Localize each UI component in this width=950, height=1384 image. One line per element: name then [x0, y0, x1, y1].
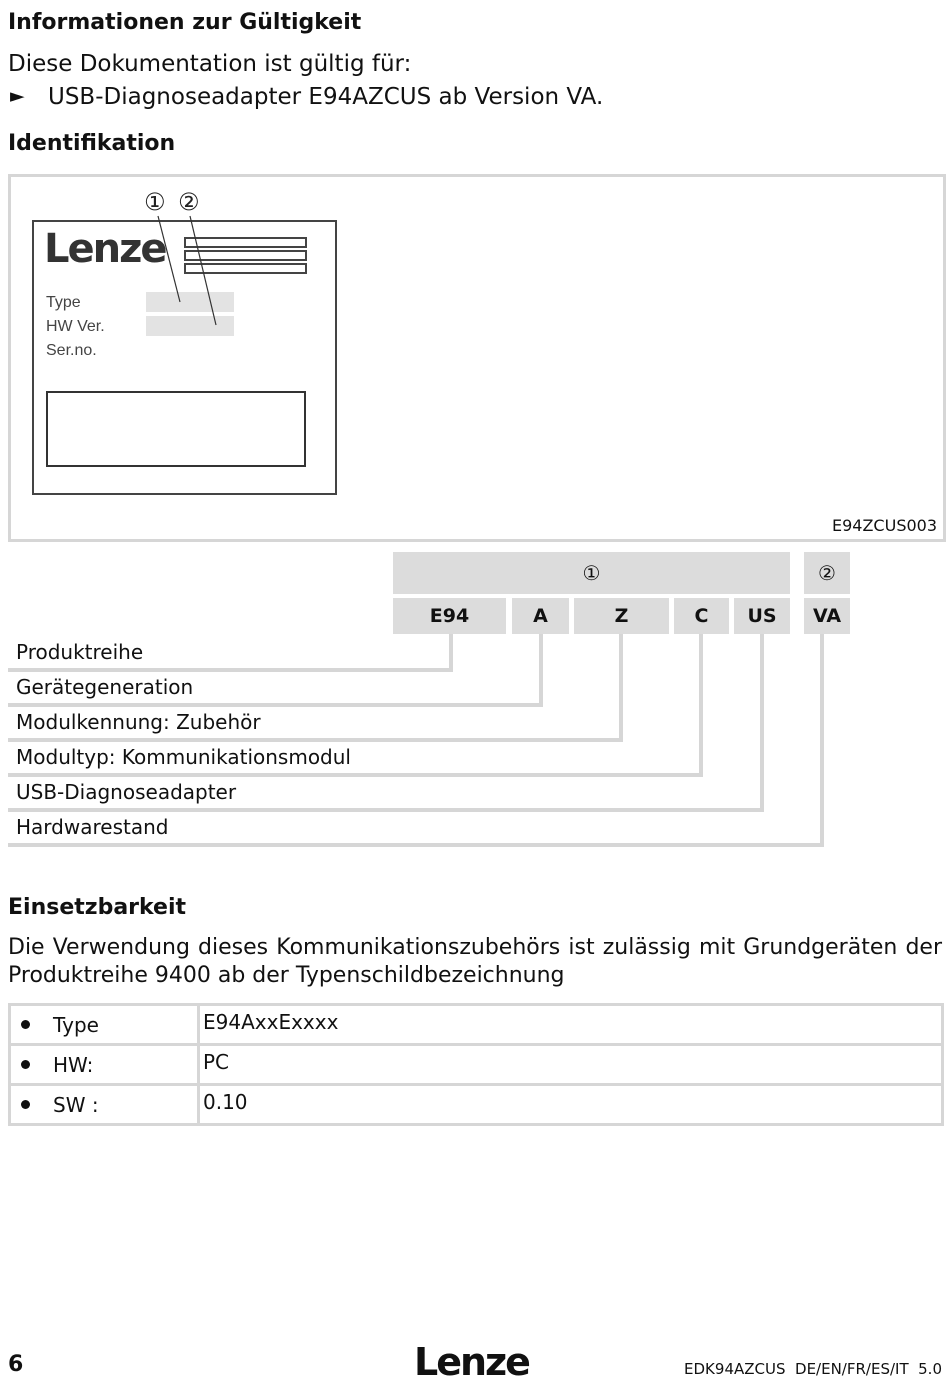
connector-line	[8, 843, 824, 847]
table-row-value: E94AxxExxxx	[203, 1010, 339, 1034]
bullet-icon	[21, 1100, 30, 1109]
connector-line	[699, 634, 703, 777]
table-row	[8, 1083, 944, 1126]
table-cell	[8, 1006, 200, 1043]
bullet-icon	[21, 1020, 30, 1029]
validity-item: USB-Diagnoseadapter E94AZCUS ab Version VA.	[48, 84, 604, 110]
code-group-1: ①	[393, 552, 790, 594]
connector-line	[8, 703, 543, 707]
table-cell	[197, 1006, 944, 1043]
connector-line	[449, 634, 453, 672]
footer-logo: Lenze	[414, 1340, 529, 1384]
marker-1: ①	[144, 188, 166, 216]
table-row-label: Type	[53, 1013, 99, 1037]
table-cell	[197, 1046, 944, 1083]
code-va: VA	[804, 598, 850, 634]
code-z: Z	[574, 598, 669, 634]
code-row-label: Modulkennung: Zubehör	[16, 710, 261, 734]
table-row	[8, 1043, 944, 1083]
compatibility-table	[8, 1003, 944, 1126]
connector-line	[820, 634, 824, 847]
code-row-label: Gerätegeneration	[16, 675, 194, 699]
play-bullet-icon: ►	[10, 85, 25, 107]
usability-heading: Einsetzbarkeit	[8, 895, 187, 920]
connector-line	[760, 634, 764, 812]
connector-line	[8, 668, 453, 672]
nameplate-field-serno: Ser.no.	[46, 342, 97, 359]
bullet-icon	[21, 1060, 30, 1069]
connector-line	[8, 738, 623, 742]
table-row-label: HW:	[53, 1053, 94, 1077]
nameplate-field-hw: HW Ver.	[46, 318, 105, 335]
table-row-value: PC	[203, 1050, 230, 1074]
connector-line	[619, 634, 623, 742]
connector-line	[539, 634, 543, 707]
validity-text: Diese Dokumentation ist gültig für:	[8, 51, 412, 77]
table-row-value: 0.10	[203, 1090, 248, 1114]
table-cell	[8, 1046, 200, 1083]
code-c: C	[674, 598, 729, 634]
connector-line	[8, 808, 764, 812]
code-row-label: Hardwarestand	[16, 815, 169, 839]
code-e94: E94	[393, 598, 506, 634]
table-row	[8, 1003, 944, 1043]
table-cell	[197, 1086, 944, 1123]
figure-code: E94ZCUS003	[832, 516, 938, 535]
document-id: EDK94AZCUS DE/EN/FR/ES/IT 5.0	[684, 1360, 942, 1378]
connector-line	[8, 773, 703, 777]
code-a: A	[512, 598, 569, 634]
code-us: US	[734, 598, 790, 634]
usability-text: Die Verwendung dieses Kommunikationszubehörs ist zulässig mit Grundgeräten der Produktreihe 9400 ab der Typenschildbezeichnung	[8, 935, 942, 988]
code-row-label: USB-Diagnoseadapter	[16, 780, 237, 804]
marker-leader-lines	[0, 0, 950, 540]
marker-2: ②	[178, 188, 200, 216]
code-group-2: ②	[804, 552, 850, 594]
code-row-label: Produktreihe	[16, 640, 144, 664]
page-number: 6	[8, 1352, 24, 1377]
nameplate-field-type: Type	[46, 294, 81, 311]
nameplate-logo: Lenze	[44, 226, 166, 272]
table-cell	[8, 1086, 200, 1123]
identification-heading: Identifikation	[8, 131, 176, 156]
code-row-label: Modultyp: Kommunikationsmodul	[16, 745, 351, 769]
table-row-label: SW :	[53, 1093, 99, 1117]
validity-heading: Informationen zur Gültigkeit	[8, 10, 362, 35]
